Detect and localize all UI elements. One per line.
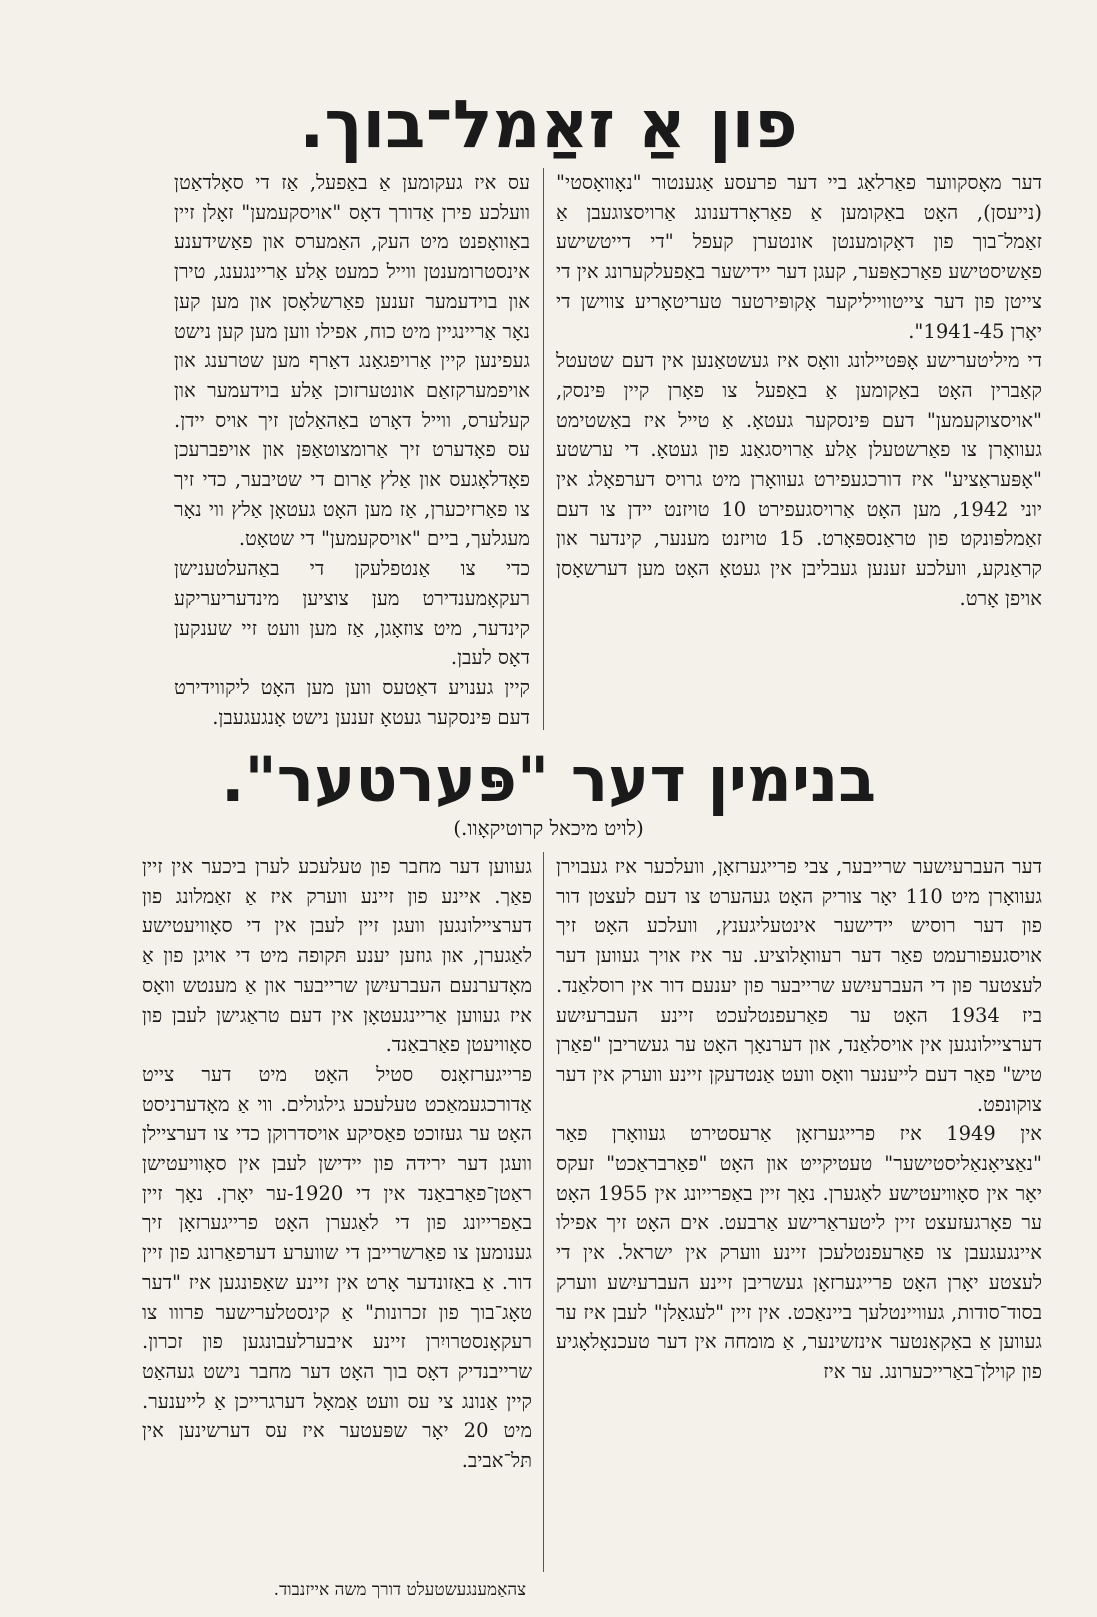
paragraph: דער העברעיִשער שרייבער, צבי פרייגערזאָן, וועלכער איז געבוירן געוואָרן מיט 110 יאָר צוריק האָט געהערט צו דעם לעצטן דור פון דער רוסיש יידישער אינטעליגענץ, וועלכע האָט זיך אויסגעפורעמט פאַר דער רעוואָלוציע. ער איז אויך געווען דער לעצטער פון די העברעיִשע שרייבער פון יענעם דור אין רוסלאַנד. ביז 1934 האָט ער פאַרעפנטלעכט זיינע העברעיִשע דערציילונגען אין אויסלאַנד, און דערנאָך האָט ער געשריבן "פאַרן טיש" פאַר דעם לייענער וואָס וועט אַנטדעקן זיינע ווערק אין דער צוקונפט. <box>556 855 1042 1116</box>
paragraph: עס איז געקומען אַ באַפעל, אַז די סאָלדאַטן וועלכע פירן אַדורך דאָס "אויסקעמען" זאָלן זיין באַוואָפנט מיט העק, האַמערס און פאַשידענע אינסטרומענטן ווייל כמעט אַלע אַריינגענג, טירן און בוידעמער זענען פאַרשלאָסן און מען קען נאָר אַריינגיין מיט כוח, אפילו ווען מען קען נישט געפינען קיין אַרויפגאַנג דאַרף מען שטרענג און אויפמערקזאַם אונטערזוכן אַלע בוידעמער און קעלערס, ווייל דאָרט באַהאַלטן זיך אויס יידן. עס פאָדערט זיך אַרומצוטאַפּן און אויפברעכן פאָדלאָגעס און אַלץ אַרום די שטיבער, כדי זיך צו פאַרזיכערן, אַז מען האָט געטאָן אַלץ ווי נאָר מעגלעך, ביים "אויסקעמען" די שטאָט. <box>174 171 530 551</box>
paragraph: אין 1949 איז פרייגערזאָן אַרעסטירט געוואָרן פאַר "נאַציאָנאַליסטישער" טעטיקייט און האָט "פאַרבראַכט" זעקס יאָר אין סאָוויעטישע לאַגערן. נאָך זיין באַפרייונג אין 1955 האָט ער פאָרגעזעצט זיין ליטעראַרישע אַרבעט. אים האָט זיך אפילו איינגעגעבן צו פאַרעפנטלעכן זיינע ווערק אין ישראל. אין די לעצטע יאָרן האָט פרייגערזאָן געשריבן זיינע העברעיִשע ווערק בסוד־סודות, געוויינטלעך ביינאַכט. אין זיין "לעגאַלן" לעבן איז ער געווען אַ באַקאַנטער אינזשינער, אַ מומחה אין דער טעכנאָלאָגיע פון קוילן־באַרייכערונג. ער איז <box>556 1122 1042 1383</box>
article2-byline: (לויט מיכאל קרוטיקאָוו.) <box>453 816 644 840</box>
paragraph: דער מאָסקווער פאַרלאַג ביי דער פרעסע אַגענטור "נאָוואָסטי" (נייעסן), האָט באַקומען אַ פאַראָרדענונג אַרויסצוגעבן אַ זאַמל־בוך פון דאָקומענטן אונטערן קעפל "די דייטשישע פאַשיסטישע פאַרכאַפּער, קעגן דער יידישער באַפעלקערונג אין די צייטן פון דער צייטווייליקער אָקופּירטער טעריטאָריע צווישן די יאָרן 1941-45". <box>556 171 1042 343</box>
paragraph: קיין גענויע דאַטעס ווען מען האָט ליקווידירט דעם פּינסקער געטאָ זענען נישט אָנגעגעבן. <box>174 675 530 729</box>
article2-column-left <box>142 852 532 1580</box>
article2-column-right <box>556 852 1042 1580</box>
article1-column-left <box>174 168 530 734</box>
article2-title: בנימין דער "פּערטער". <box>220 743 877 816</box>
column-divider <box>543 852 544 1572</box>
compiler-credit: צהאַמענגעשטעלט דורך משה אייזנבוד. <box>273 1580 526 1600</box>
article1-title: פון אַ זאַמל־בוך. <box>299 86 798 163</box>
column-divider <box>543 168 544 730</box>
article1-column-right <box>556 168 1042 734</box>
paragraph: פרייגערזאָנס סטיל האָט מיט דער צייט אַדורכגעמאַכט טעלעכע גילגולים. ווי אַ מאָדערניסט האָט ער געזוכט פאַסיקע אויסדרוקן כדי צו דערציילן וועגן דער ירידה פון יידישן לעבן אין סאָוויעטישן ראַטן־פאַרבאַנד אין די 1920-ער יאָרן. נאָך זיין באַפרייונג פון די לאַגערן האָט פרייגערזאָן זיך גענומען צו פאַרשרייבן די שווערע דערפאַרונג פון זיין דור. אַ באַזונדער אָרט אין זיינע שאַפונגען איז "דער טאָג־בוך פון זכרונות" אַ קינסטלערישער פרווו צו רעקאָנסטרויִרן זיינע איבערלעבונגען פון זכרון. שרייבנדיק דאָס בוך האָט דער מחבר נישט געהאַט קיין אַנונג צי עס וועט אַמאָל דערגרייכן אַ לייענער. מיט 20 יאָר שפּעטער איז עס דערשינען אין תּל־אביב. <box>142 1062 532 1473</box>
paragraph: געווען דער מחבר פון טעלעכע לערן ביכער אין זיין פאַך. איינע פון זיינע ווערק איז אַ זאַמלונג פון דערציילונגען וועגן זיין לעבן אין די סאָוויעטישע לאַגערן, און גוזען יענע תּקופה מיט די אויגן פון אַ מאָדערנעם העברעיִשן שרייבער און אַ מענטש וואָס איז געווען אַריינגעטאָן אין דעם טראַגישן לעבן פון סאָוויעטן פאַרבאַנד. <box>142 855 532 1057</box>
paragraph: כדי צו אַנטפלעקן די באַהעלטענישן רעקאָמענדירט מען צוציען מינדעריעריקע קינדער, מיט צוזאָגן, אַז מען וועט זיי שענקען דאָס לעבן. <box>174 557 530 670</box>
paragraph: די מיליטערישע אָפּטיילונג וואָס איז געשטאַנען אין דעם שטעטל קאַברין האָט באַקומען אַ באַפעל צו פאָרן קיין פּינסק, "אויסצוקעמען" דעם פּינסקער געטאָ. אַ טייל איז באַשטימט געוואָרן צו פאַרשטעלן אַלע אַרויסגאַנג פון געטאָ. די ערשטע "אָפּעראַציע" איז דורכגעפירט געוואָרן מיט גרויס דערפאָלג אין יוני 1942, מען האָט אַרויסגעפירט 10 טויזנט יידן צו דעם זאַמלפּונקט פון טראַנספּאָרט. 15 טויזנט מענער, קינדער און קראַנקע, וועלכע זענען געבליבן אין געטאָ האָט מען דערשאָסן אויפן אָרט. <box>556 349 1042 610</box>
